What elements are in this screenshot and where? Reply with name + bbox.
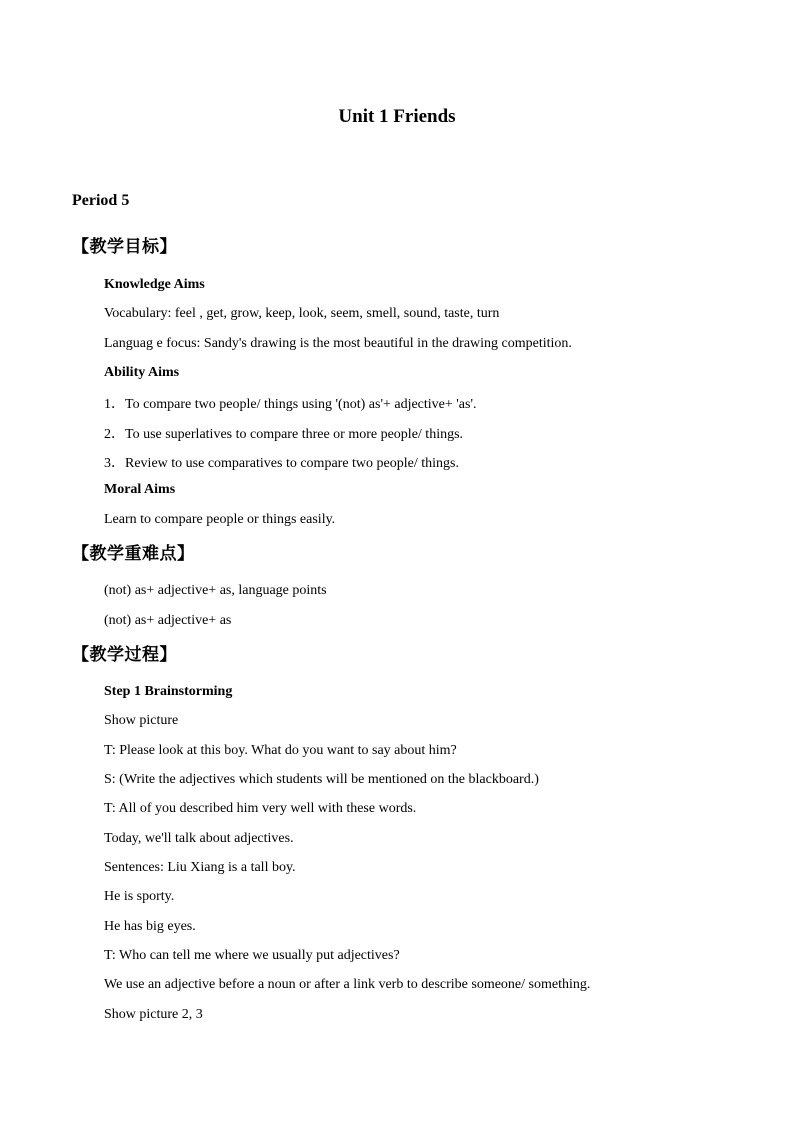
objective-line: 2．To use superlatives to compare three or more people/ things. [104,427,464,442]
period-heading: Period 5 [72,192,130,209]
procedure-line: Show picture [104,713,179,728]
procedure-line: Step 1 Brainstorming [104,684,233,699]
section-heading-key-points: 【教学重难点】 [72,544,195,564]
objective-line: Vocabulary: feel , get, grow, keep, look, seem, smell, sound, taste, turn [104,306,500,321]
procedure-line: He has big eyes. [104,919,196,934]
objective-line: 3．Review to use comparatives to compare two people/ things. [104,456,459,471]
objective-line: Languag e focus: Sandy's drawing is the most beautiful in the drawing competition. [104,336,572,351]
objective-line: 1．To compare two people/ things using '(not) as'+ adjective+ 'as'. [104,397,477,412]
procedure-line: T: All of you described him very well with these words. [104,801,417,816]
procedure-line: We use an adjective before a noun or after a link verb to describe someone/ something. [104,977,591,992]
procedure-line: He is sporty. [104,889,175,904]
objective-line: Knowledge Aims [104,277,205,292]
objective-line: Learn to compare people or things easily. [104,512,336,527]
section-heading-procedure: 【教学过程】 [72,645,177,665]
procedure-line: Today, we'll talk about adjectives. [104,831,294,846]
procedure-line: Sentences: Liu Xiang is a tall boy. [104,860,296,875]
procedure-line: T: Please look at this boy. What do you want to say about him? [104,743,457,758]
key-point-line: (not) as+ adjective+ as [104,613,232,628]
procedure-line: S: (Write the adjectives which students will be mentioned on the blackboard.) [104,772,539,787]
procedure-line: Show picture 2, 3 [104,1007,203,1022]
section-heading-objectives: 【教学目标】 [72,237,177,257]
document-title: Unit 1 Friends [338,106,456,127]
objective-line: Ability Aims [104,365,180,380]
objective-line: Moral Aims [104,482,176,497]
procedure-line: T: Who can tell me where we usually put adjectives? [104,948,400,963]
key-point-line: (not) as+ adjective+ as, language points [104,583,327,598]
